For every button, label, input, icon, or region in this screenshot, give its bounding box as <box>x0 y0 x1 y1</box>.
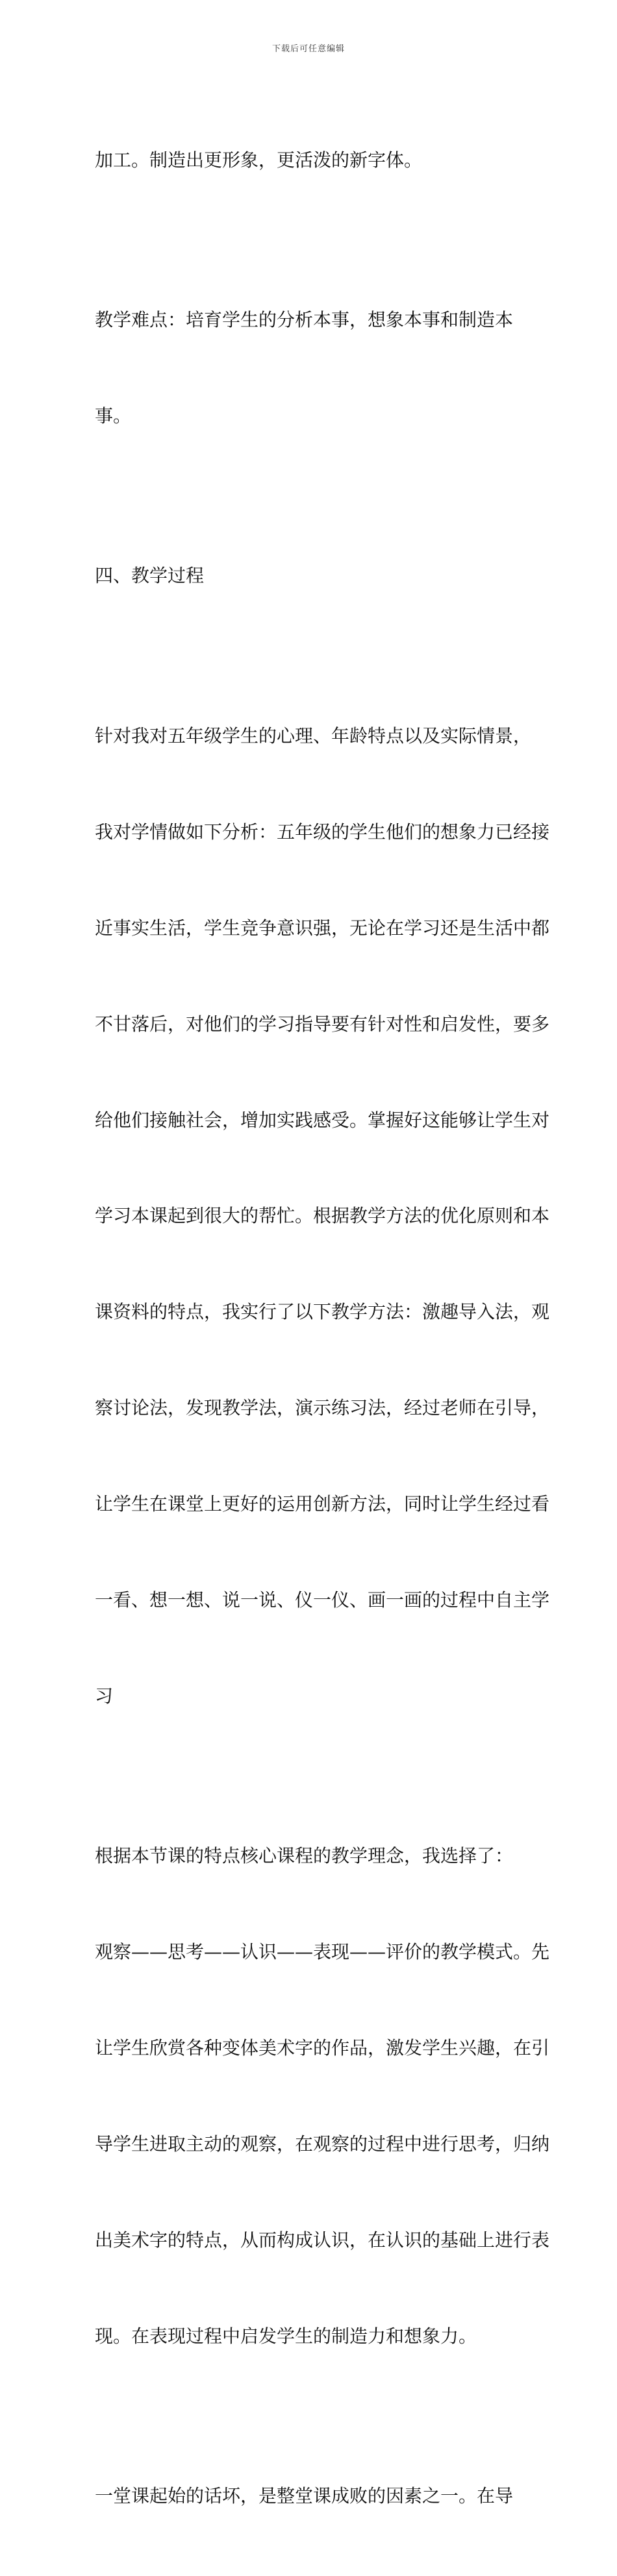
section-heading <box>95 496 526 656</box>
text-line: 一堂课起始的话坏，是整堂课成败的因素之一。在导 <box>95 2485 514 2507</box>
text-line: 我对学情做如下分析：五年级的学生他们的想象力已经接 <box>95 821 550 843</box>
paragraph-5 <box>95 1776 550 2416</box>
text-line: 习 <box>95 1685 114 1707</box>
paragraph-4 <box>95 656 550 1776</box>
text-line: 加工。制造出更形象，更活泼的新字体。 <box>95 149 423 171</box>
text-line: 一看、想一想、说一说、仪一仪、画一画的过程中自主学 <box>95 1589 550 1611</box>
text-line: 教学难点：培育学生的分析本事，想象本事和制造本 <box>95 309 514 331</box>
text-line: 观察——思考——认识——表现——评价的教学模式。先 <box>95 1941 550 1963</box>
text-line: 事。 <box>95 404 132 427</box>
text-line: 让学生欣赏各种变体美术字的作品，激发学生兴趣，在引 <box>95 2037 550 2059</box>
text-line: 近事实生活，学生竞争意识强，无论在学习还是生活中都 <box>95 917 550 939</box>
text-line: 根据本节课的特点核心课程的教学理念，我选择了： <box>95 1845 514 1867</box>
text-line: 四、教学过程 <box>95 565 205 587</box>
paragraph-2 <box>95 240 526 495</box>
page-header: 下载后可任意编辑 <box>271 44 345 54</box>
text-line: 给他们接触社会，增加实践感受。掌握好这能够让学生对 <box>95 1109 550 1131</box>
text-line: 学习本课起到很大的帮忙。根据教学方法的优化原则和本 <box>95 1205 550 1227</box>
document-body <box>95 80 550 2576</box>
text-line: 课资料的特点，我实行了以下教学方法：激趣导入法，观 <box>95 1301 550 1323</box>
paragraph-6 <box>95 2416 526 2576</box>
paragraph-1 <box>95 80 526 240</box>
text-line: 不甘落后，对他们的学习指导要有针对性和启发性，要多 <box>95 1013 550 1035</box>
text-line: 针对我对五年级学生的心理、年龄特点以及实际情景， <box>95 724 532 747</box>
text-line: 察讨论法，发现教学法，演示练习法，经过老师在引导， <box>95 1397 550 1419</box>
text-line: 让学生在课堂上更好的运用创新方法，同时让学生经过看 <box>95 1493 550 1515</box>
text-line: 出美术字的特点，从而构成认识，在认识的基础上进行表 <box>95 2229 550 2251</box>
text-line: 现。在表现过程中启发学生的制造力和想象力。 <box>95 2325 477 2347</box>
text-line: 导学生进取主动的观察，在观察的过程中进行思考，归纳 <box>95 2133 550 2155</box>
